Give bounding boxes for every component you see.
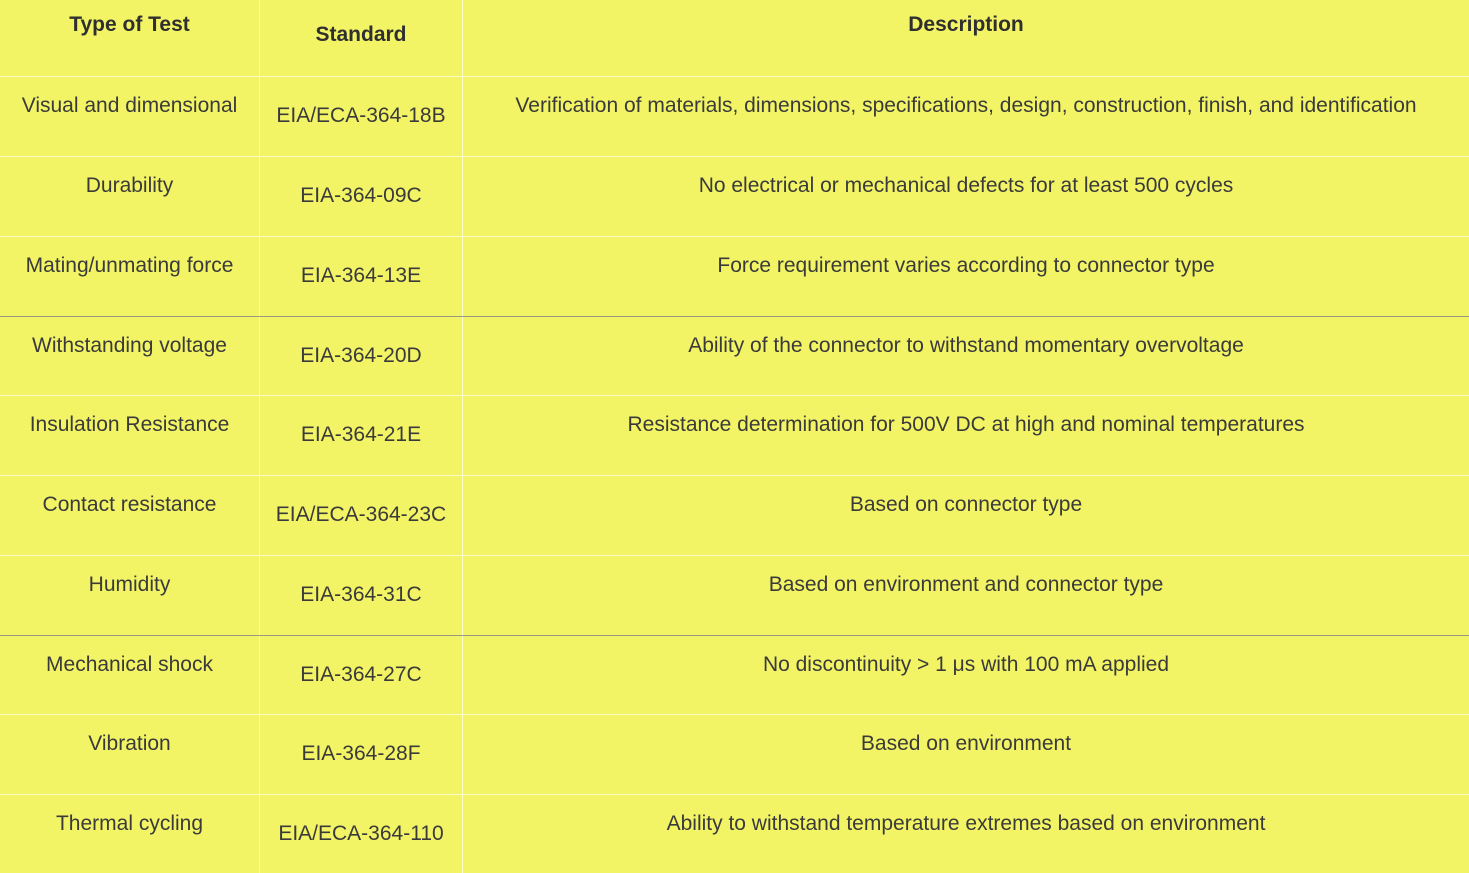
description-cell: [463, 556, 1469, 636]
standard-text: EIA-364-09C: [300, 184, 422, 207]
type-text: Mating/unmating force: [25, 254, 234, 277]
standard-cell: [259, 476, 463, 556]
description-text: No discontinuity > 1 μs with 100 mA applied: [762, 653, 1170, 676]
description-cell: [463, 636, 1469, 716]
type-cell: [0, 476, 259, 556]
standard-text: EIA/ECA-364-23C: [275, 503, 447, 526]
type-cell: [0, 237, 259, 317]
header-description-cell: [463, 0, 1469, 80]
standard-cell: [259, 715, 463, 795]
type-text: Durability: [85, 174, 174, 197]
table-row: [0, 77, 1469, 157]
table-row: [0, 157, 1469, 237]
standard-text: EIA-364-28F: [301, 742, 421, 765]
type-cell: [0, 556, 259, 636]
header-type-cell: [0, 0, 259, 80]
description-cell: [463, 476, 1469, 556]
standard-cell: [259, 317, 463, 397]
table-row: [0, 396, 1469, 476]
standard-text: EIA-364-31C: [300, 583, 422, 606]
type-text: Thermal cycling: [55, 812, 204, 835]
standard-text: EIA-364-27C: [300, 663, 422, 686]
header-type-label: Type of Test: [69, 13, 190, 36]
description-cell: [463, 77, 1469, 157]
standard-text: EIA-364-13E: [300, 264, 422, 287]
type-cell: [0, 317, 259, 397]
type-text: Withstanding voltage: [32, 334, 227, 357]
type-text: Vibration: [88, 732, 171, 755]
type-text: Visual and dimensional: [21, 94, 238, 117]
standard-cell: [259, 157, 463, 237]
table-header-row: [0, 0, 1469, 80]
standard-cell: [259, 556, 463, 636]
description-cell: [463, 157, 1469, 237]
description-text: Resistance determination for 500V DC at high and nominal temperatures: [627, 413, 1305, 436]
description-text: Based on environment and connector type: [768, 573, 1164, 596]
header-description-label: Description: [908, 13, 1024, 36]
table-row: [0, 636, 1469, 716]
standard-text: EIA-364-20D: [300, 344, 422, 367]
table-row: [0, 715, 1469, 795]
type-text: Humidity: [88, 573, 171, 596]
header-standard-label: Standard: [315, 23, 407, 46]
type-cell: [0, 157, 259, 237]
description-cell: [463, 317, 1469, 397]
standard-text: EIA/ECA-364-18B: [276, 104, 446, 127]
description-cell: [463, 795, 1469, 873]
table-row: [0, 556, 1469, 636]
type-text: Contact resistance: [42, 493, 217, 516]
table-row: [0, 795, 1469, 873]
table-row: [0, 317, 1469, 397]
standard-text: EIA-364-21E: [300, 423, 422, 446]
header-standard-cell: [259, 0, 463, 80]
description-text: Verification of materials, dimensions, specifications, design, construction, finish, and identification: [515, 94, 1417, 117]
description-text: Ability to withstand temperature extremes based on environment: [666, 812, 1266, 835]
type-text: Insulation Resistance: [29, 413, 230, 436]
type-text: Mechanical shock: [46, 653, 213, 676]
standard-cell: [259, 636, 463, 716]
description-text: No electrical or mechanical defects for at least 500 cycles: [698, 174, 1234, 197]
type-cell: [0, 795, 259, 873]
standard-cell: [259, 77, 463, 157]
table-row: [0, 237, 1469, 317]
description-text: Ability of the connector to withstand momentary overvoltage: [688, 334, 1244, 357]
standard-cell: [259, 396, 463, 476]
table-row: [0, 476, 1469, 556]
description-text: Based on environment: [860, 732, 1072, 755]
description-text: Force requirement varies according to connector type: [717, 254, 1215, 277]
description-cell: [463, 396, 1469, 476]
standard-cell: [259, 795, 463, 873]
description-cell: [463, 237, 1469, 317]
type-cell: [0, 636, 259, 716]
standard-text: EIA/ECA-364-110: [278, 822, 444, 845]
standard-cell: [259, 237, 463, 317]
description-cell: [463, 715, 1469, 795]
type-cell: [0, 715, 259, 795]
type-cell: [0, 77, 259, 157]
type-cell: [0, 396, 259, 476]
description-text: Based on connector type: [849, 493, 1083, 516]
